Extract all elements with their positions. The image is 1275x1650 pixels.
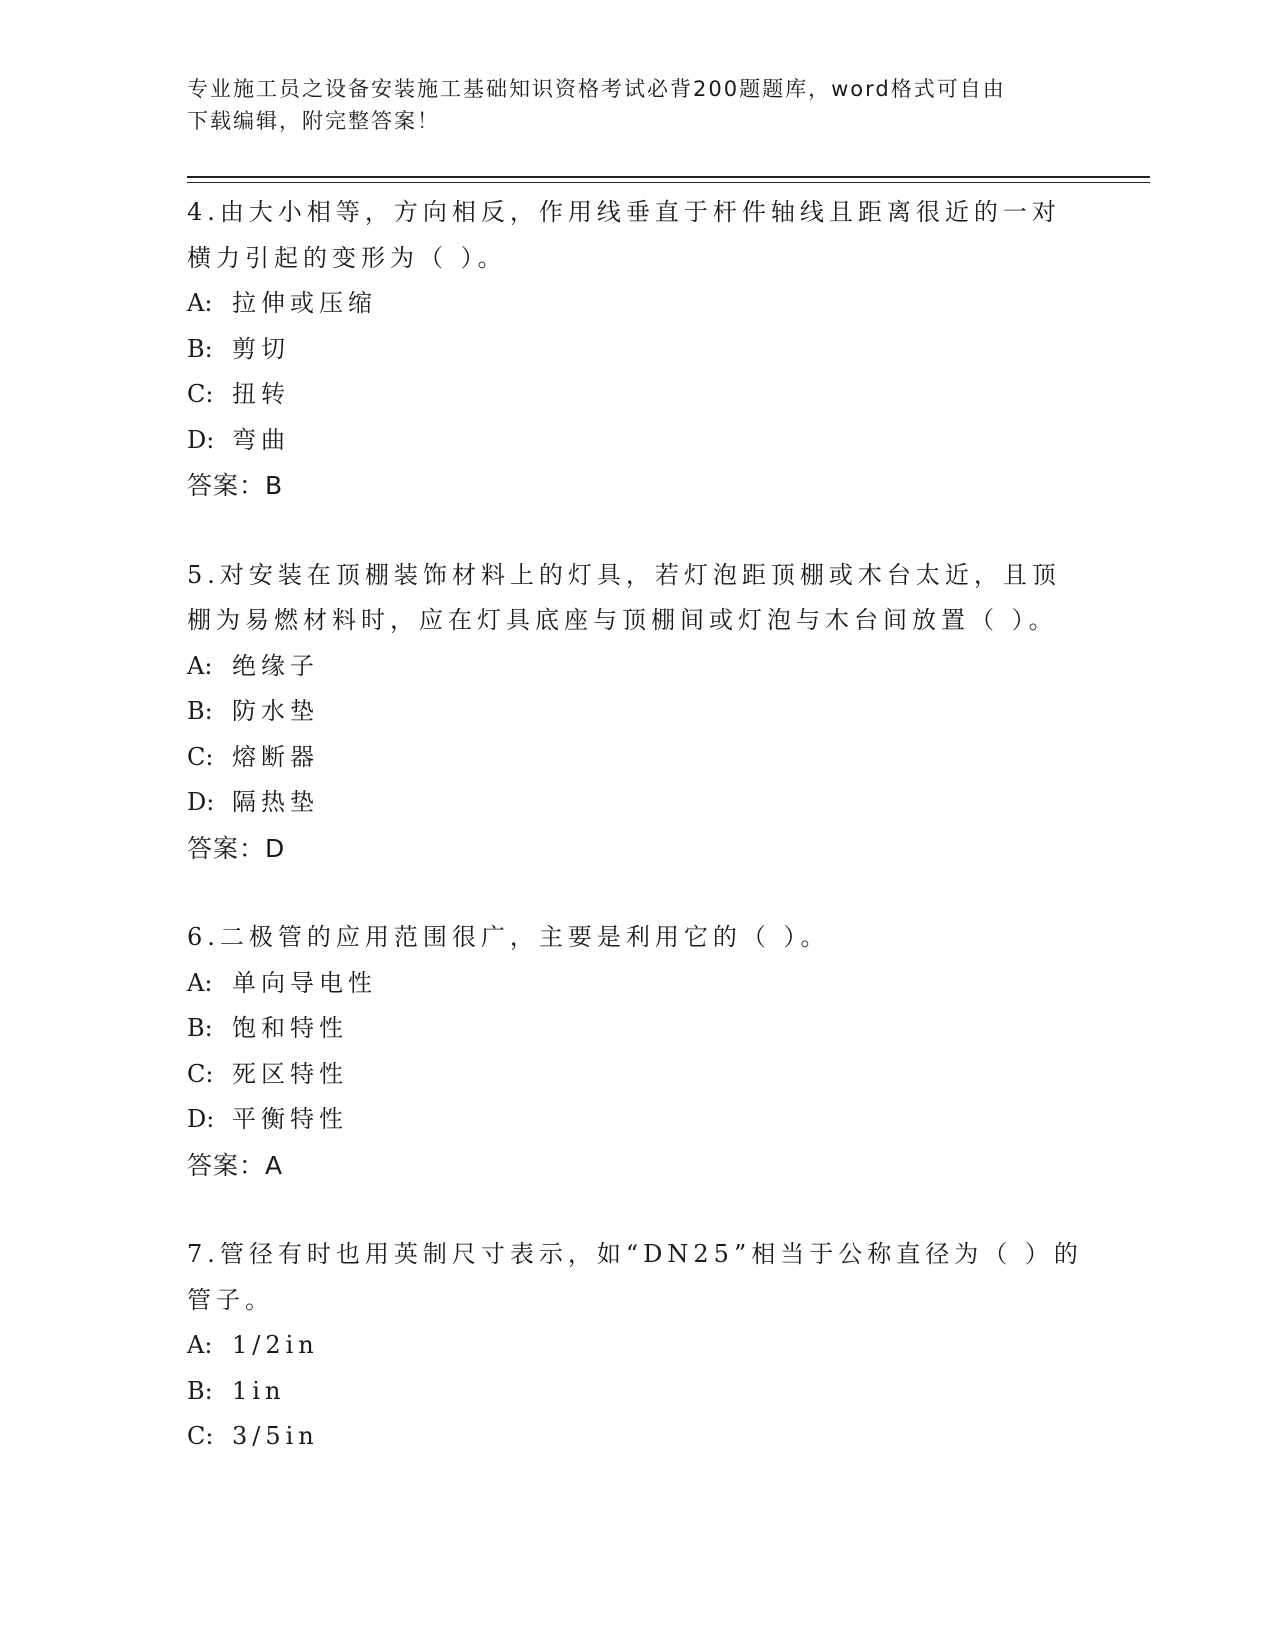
option-b <box>187 1369 1087 1415</box>
option-key: A: <box>187 1331 213 1359</box>
question-text-line: 棚为易燃材料时，应在灯具底座与顶棚间或灯泡与木台间放置（ ）。 <box>187 606 1058 634</box>
option-d <box>187 418 1087 464</box>
option-text: 饱和特性 <box>232 1014 348 1042</box>
question-item <box>187 915 1087 1188</box>
option-key: D: <box>187 425 215 454</box>
option-c <box>187 372 1087 418</box>
option-key: B: <box>187 697 213 725</box>
header-title-line-2: 下载编辑，附完整答案！ <box>187 109 440 133</box>
option-key: D: <box>187 1105 215 1133</box>
option-key: B: <box>187 1376 213 1405</box>
option-b <box>187 1006 1087 1052</box>
option-a <box>187 1323 1087 1369</box>
question-item <box>187 1232 1087 1460</box>
option-text: 弯曲 <box>232 425 290 454</box>
option-text: 平衡特性 <box>232 1105 348 1133</box>
option-text: 3/5in <box>232 1422 319 1450</box>
option-text: 熔断器 <box>232 742 319 771</box>
header-divider-thick <box>187 176 1150 178</box>
option-key: A: <box>187 651 213 680</box>
option-key: C: <box>187 742 214 771</box>
question-item <box>187 190 1087 509</box>
option-key: A: <box>187 968 213 997</box>
option-text: 死区特性 <box>232 1059 348 1088</box>
question-text-line: 4.由大小相等，方向相反，作用线垂直于杆件轴线且距离很近的一对 <box>187 198 1061 226</box>
option-text: 隔热垫 <box>232 788 319 816</box>
option-c <box>187 735 1087 781</box>
option-d <box>187 780 1087 826</box>
header-title-line-1: 专业施工员之设备安装施工基础知识资格考试必背200题题库，word格式可自由 <box>187 77 1006 101</box>
option-key: C: <box>187 1422 214 1450</box>
question-text-line: 横力引起的变形为（ ）。 <box>187 243 507 272</box>
question-text-line: 5.对安装在顶棚装饰材料上的灯具，若灯泡距顶棚或木台太近，且顶 <box>187 560 1061 589</box>
option-c <box>187 1052 1087 1098</box>
answer-line: 答案：B <box>187 471 284 500</box>
option-text: 1in <box>232 1376 286 1405</box>
option-key: D: <box>187 788 215 816</box>
option-d <box>187 1097 1087 1143</box>
option-key: A: <box>187 289 213 317</box>
option-key: C: <box>187 380 214 408</box>
option-key: B: <box>187 1014 213 1042</box>
question-list <box>187 190 1087 1504</box>
option-b <box>187 689 1087 735</box>
option-text: 绝缘子 <box>232 651 319 680</box>
answer-line: 答案：A <box>187 1150 284 1180</box>
option-a <box>187 961 1087 1007</box>
option-key: C: <box>187 1059 214 1088</box>
option-text: 单向导电性 <box>232 968 377 997</box>
option-a <box>187 644 1087 690</box>
option-c <box>187 1414 1087 1460</box>
option-a <box>187 281 1087 327</box>
header-divider-thin <box>187 182 1150 183</box>
question-text-line: 7.管径有时也用英制尺寸表示，如“DN25”相当于公称直径为（ ）的 <box>187 1240 1083 1268</box>
answer-line: 答案：D <box>187 833 286 863</box>
option-text: 防水垫 <box>232 697 319 725</box>
option-text: 拉伸或压缩 <box>232 289 377 317</box>
document-header <box>187 73 1067 137</box>
option-b <box>187 327 1087 373</box>
option-text: 剪切 <box>232 334 290 363</box>
question-text-line: 6.二极管的应用范围很广，主要是利用它的（ ）。 <box>187 923 830 951</box>
question-text-line: 管子。 <box>187 1285 274 1314</box>
option-text: 1/2in <box>232 1331 319 1359</box>
question-item <box>187 553 1087 872</box>
option-text: 扭转 <box>232 380 290 408</box>
option-key: B: <box>187 334 213 363</box>
